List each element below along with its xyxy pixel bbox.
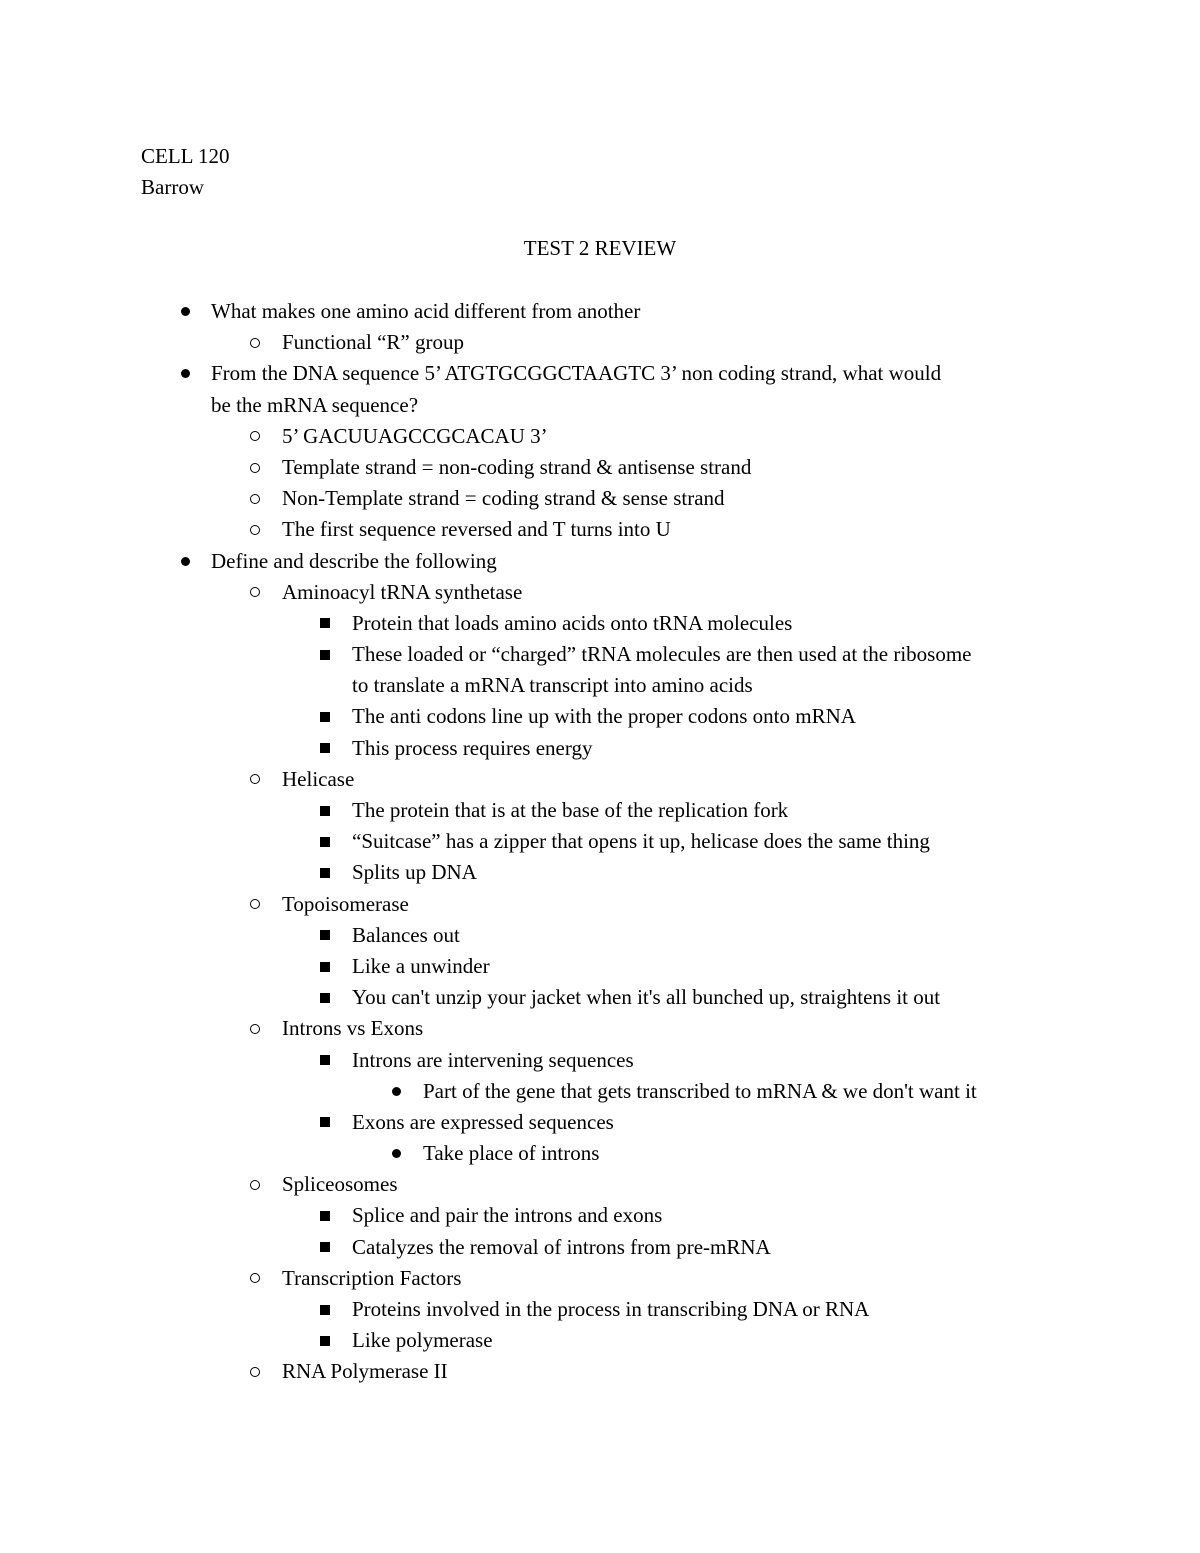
outline-item-level-2 xyxy=(0,1263,1200,1294)
outline-item-level-3 xyxy=(0,826,1200,857)
outline-item-level-3 xyxy=(0,920,1200,951)
bullet-marker xyxy=(248,327,262,358)
outline-item-text: Introns are intervening sequences xyxy=(352,1047,634,1072)
bullet-square-icon xyxy=(320,1117,330,1127)
outline-item-text: Topoisomerase xyxy=(282,891,409,916)
bullet-disc-icon xyxy=(181,557,190,566)
outline-item-text: These loaded or “charged” tRNA molecules are then used at the ribosome xyxy=(352,642,972,667)
bullet-marker xyxy=(248,1169,262,1200)
outline-item-level-3 xyxy=(0,857,1200,888)
bullet-marker xyxy=(318,733,332,764)
outline-item-text: Exons are expressed sequences xyxy=(352,1109,614,1134)
outline-item-text: Like a unwinder xyxy=(352,953,490,978)
outline-item-level-3 xyxy=(0,1200,1200,1231)
outline-item-level-1 xyxy=(0,358,1200,389)
bullet-marker xyxy=(248,1263,262,1294)
bullet-marker xyxy=(318,920,332,951)
bullet-marker xyxy=(318,982,332,1013)
bullet-marker xyxy=(248,1356,262,1387)
outline-item-text: Transcription Factors xyxy=(282,1265,462,1290)
bullet-square-icon xyxy=(320,650,330,660)
outline-item-level-2 xyxy=(0,421,1200,452)
outline-item-text: Aminoacyl tRNA synthetase xyxy=(282,579,523,604)
outline-item-text: From the DNA sequence 5’ ATGTGCGGCTAAGTC 3’ non coding strand, what would xyxy=(211,361,942,386)
bullet-circle-icon xyxy=(250,494,260,504)
outline-item-text: Like polymerase xyxy=(352,1328,493,1353)
bullet-square-icon xyxy=(320,743,330,753)
outline-item-text: Balances out xyxy=(352,922,460,947)
outline-item-text: Protein that loads amino acids onto tRNA molecules xyxy=(352,610,793,635)
bullet-circle-icon xyxy=(250,1367,260,1377)
bullet-circle-icon xyxy=(250,587,260,597)
bullet-circle-icon xyxy=(250,1024,260,1034)
outline-item-text: Catalyzes the removal of introns from pre-mRNA xyxy=(352,1234,771,1259)
outline-item-level-3 xyxy=(0,1294,1200,1325)
bullet-marker xyxy=(318,1107,332,1138)
outline-item-level-3 xyxy=(0,951,1200,982)
outline-item-level-3 xyxy=(0,1325,1200,1356)
bullet-marker xyxy=(318,1200,332,1231)
outline-item-continuation-text: to translate a mRNA transcript into amino acids xyxy=(352,673,753,698)
bullet-square-icon xyxy=(320,962,330,972)
outline-item-text: What makes one amino acid different from another xyxy=(211,299,641,323)
outline-item-text: Proteins involved in the process in transcribing DNA or RNA xyxy=(352,1297,870,1321)
bullet-square-icon xyxy=(320,1211,330,1221)
outline-item-text: Splits up DNA xyxy=(352,860,477,885)
author-name: Barrow xyxy=(141,175,204,199)
course-name: CELL 120 xyxy=(141,144,230,168)
bullet-marker xyxy=(389,1138,403,1169)
outline-item-level-2 xyxy=(0,1169,1200,1200)
outline-item-level-3 xyxy=(0,701,1200,732)
bullet-square-icon xyxy=(320,930,330,940)
bullet-disc-icon xyxy=(181,369,190,378)
outline-item-text: Introns vs Exons xyxy=(282,1016,424,1041)
outline-item-level-4 xyxy=(0,1076,1200,1107)
bullet-marker xyxy=(318,701,332,732)
outline-item-text: The first sequence reversed and T turns into U xyxy=(282,517,671,542)
bullet-marker xyxy=(178,358,192,389)
outline-item-level-2 xyxy=(0,1013,1200,1044)
bullet-marker xyxy=(318,608,332,639)
outline-item-text: This process requires energy xyxy=(352,735,593,760)
bullet-marker xyxy=(248,514,262,545)
bullet-marker xyxy=(178,296,192,327)
bullet-circle-icon xyxy=(250,1180,260,1190)
outline-item-text: Part of the gene that gets transcribed to mRNA & we don't want it xyxy=(423,1078,977,1103)
outline-item-text: Functional “R” group xyxy=(282,330,464,355)
page-title: TEST 2 REVIEW xyxy=(523,236,677,260)
bullet-square-icon xyxy=(320,618,330,628)
outline-item-text: Define and describe the following xyxy=(211,548,497,573)
bullet-marker xyxy=(318,1045,332,1076)
bullet-square-icon xyxy=(320,868,330,878)
outline-item-text: Spliceosomes xyxy=(282,1172,398,1197)
bullet-square-icon xyxy=(320,1336,330,1346)
review-outline xyxy=(0,296,1200,1388)
outline-item-level-2 xyxy=(0,514,1200,545)
outline-item-level-3 xyxy=(0,982,1200,1013)
outline-item-level-3 xyxy=(0,1232,1200,1263)
bullet-square-icon xyxy=(320,1242,330,1252)
outline-item-continuation-text: be the mRNA sequence? xyxy=(211,392,419,417)
bullet-marker xyxy=(248,577,262,608)
bullet-marker xyxy=(178,546,192,577)
bullet-square-icon xyxy=(320,1055,330,1065)
bullet-marker xyxy=(248,452,262,483)
bullet-circle-icon xyxy=(250,1273,260,1283)
outline-item-text: Non-Template strand = coding strand & sense strand xyxy=(282,486,725,511)
outline-item-level-3 xyxy=(0,608,1200,639)
bullet-marker xyxy=(318,1325,332,1356)
bullet-marker xyxy=(318,857,332,888)
outline-item-continuation xyxy=(0,390,1200,421)
bullet-marker xyxy=(318,795,332,826)
outline-item-level-2 xyxy=(0,327,1200,358)
outline-item-level-3 xyxy=(0,639,1200,670)
bullet-circle-icon xyxy=(250,431,260,441)
outline-item-level-2 xyxy=(0,452,1200,483)
outline-item-text: RNA Polymerase II xyxy=(282,1359,448,1384)
bullet-marker xyxy=(248,1013,262,1044)
outline-item-text: The anti codons line up with the proper codons onto mRNA xyxy=(352,704,856,729)
outline-item-level-3 xyxy=(0,1107,1200,1138)
bullet-square-icon xyxy=(320,806,330,816)
outline-item-level-2 xyxy=(0,1356,1200,1387)
outline-item-level-4 xyxy=(0,1138,1200,1169)
outline-item-text: You can't unzip your jacket when it's all bunched up, straightens it out xyxy=(352,985,941,1010)
outline-item-text: 5’ GACUUAGCCGCACAU 3’ xyxy=(282,423,548,448)
outline-item-text: Helicase xyxy=(282,766,355,791)
bullet-circle-icon xyxy=(250,338,260,348)
outline-item-text: “Suitcase” has a zipper that opens it up, helicase does the same thing xyxy=(352,829,930,854)
bullet-disc-icon xyxy=(181,307,190,316)
bullet-marker xyxy=(248,764,262,795)
outline-item-level-3 xyxy=(0,733,1200,764)
bullet-square-icon xyxy=(320,837,330,847)
bullet-circle-icon xyxy=(250,525,260,535)
bullet-marker xyxy=(318,1232,332,1263)
outline-item-text: The protein that is at the base of the replication fork xyxy=(352,798,789,822)
bullet-circle-icon xyxy=(250,774,260,784)
bullet-circle-icon xyxy=(250,899,260,909)
bullet-square-icon xyxy=(320,1305,330,1315)
outline-item-text: Splice and pair the introns and exons xyxy=(352,1203,663,1228)
outline-item-level-2 xyxy=(0,764,1200,795)
outline-item-level-2 xyxy=(0,889,1200,920)
bullet-square-icon xyxy=(320,993,330,1003)
bullet-circle-icon xyxy=(250,463,260,473)
bullet-marker xyxy=(318,951,332,982)
bullet-marker xyxy=(248,483,262,514)
outline-item-level-3 xyxy=(0,795,1200,826)
bullet-disc-icon xyxy=(392,1087,401,1096)
bullet-marker xyxy=(248,421,262,452)
bullet-disc-icon xyxy=(392,1149,401,1158)
bullet-marker xyxy=(318,639,332,670)
bullet-marker xyxy=(248,889,262,920)
outline-item-level-2 xyxy=(0,483,1200,514)
outline-item-text: Template strand = non-coding strand & antisense strand xyxy=(282,454,752,479)
outline-item-level-1 xyxy=(0,296,1200,327)
outline-item-level-1 xyxy=(0,546,1200,577)
bullet-square-icon xyxy=(320,712,330,722)
outline-item-level-3 xyxy=(0,1045,1200,1076)
outline-item-continuation xyxy=(0,670,1200,701)
bullet-marker xyxy=(318,826,332,857)
bullet-marker xyxy=(389,1076,403,1107)
outline-item-level-2 xyxy=(0,577,1200,608)
bullet-marker xyxy=(318,1294,332,1325)
outline-item-text: Take place of introns xyxy=(423,1141,600,1166)
